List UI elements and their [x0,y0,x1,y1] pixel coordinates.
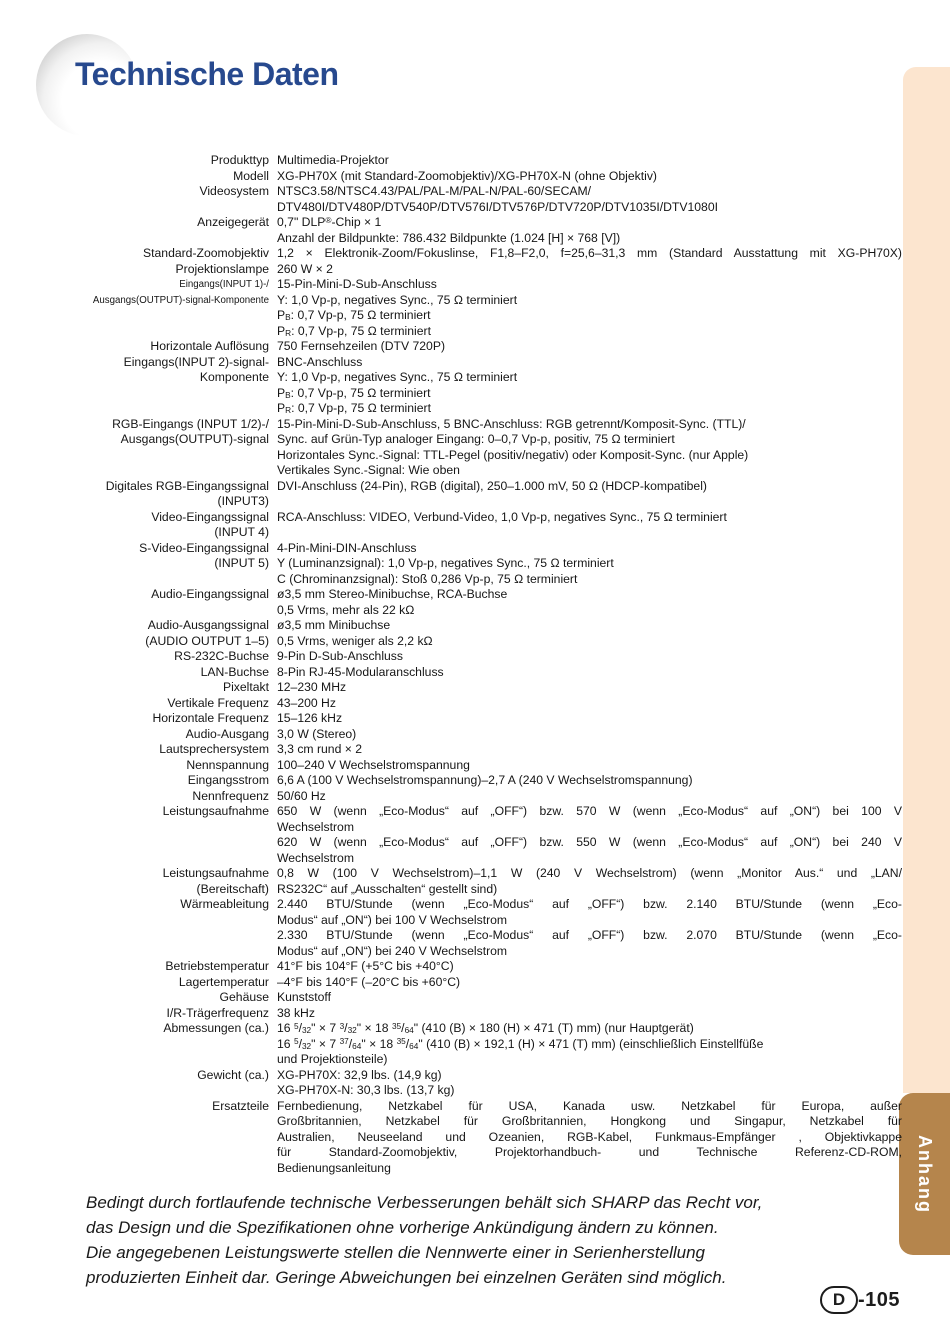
spec-label: Leistungsaufnahme [162,804,269,818]
spec-label: Audio-Ausgang [185,726,269,741]
spec-label: RS-232C-Buchse [174,649,269,663]
spec-value: Multimedia-Projektor [277,153,389,167]
spec-row [62,277,910,339]
spec-row [62,355,910,417]
spec-row [62,153,910,169]
spec-label: Wärmeableitung [180,897,269,911]
spec-label: Gewicht (ca.) [197,1067,269,1082]
spec-row [62,587,910,618]
spec-label: Anzeigegerät [197,215,269,229]
spec-row [62,618,910,649]
spec-label: Abmessungen (ca.) [163,1021,269,1035]
spec-row [62,262,910,278]
spec-label: I/R-Trägerfrequenz [166,1005,269,1020]
appendix-side-strip [903,67,950,1093]
spec-value: DVI-Anschluss (24-Pin), RGB (digital), 250–1.000 mV, 50 Ω (HDCP-kompatibel) [277,478,707,493]
spec-label: Betriebstemperatur [165,959,269,973]
spec-row [62,1099,910,1177]
spec-row [62,696,910,712]
spec-label: Projektionslampe [175,261,269,276]
spec-label: Horizontale Frequenz [152,711,269,725]
spec-label: Eingangs(INPUT 1)-/ Ausgangs(OUTPUT)-signal-Komponente [92,279,269,306]
spec-label: Video-Eingangssignal (INPUT 4) [151,509,269,539]
spec-value: NTSC3.58/NTSC4.43/PAL/PAL-M/PAL-N/PAL-60/SECAM/ DTV480I/DTV480P/DTV540P/DTV576I/DTV576P/DTV720P/DTV1035I/DTV1080I [277,184,718,214]
spec-value: 38 kHz [277,1005,315,1020]
spec-row [62,742,910,758]
spec-value: 15-Pin-Mini-D-Sub-Anschluss, 5 BNC-Anschluss: RGB getrennt/Komposit-Sync. (TTL)/ Sync. auf Grün-Typ analoger Eingang: 0–0,7 Vp-p, positiv, 75 Ω terminiert Horizontales Sync.-Signal: TTL-Pegel (positiv/negativ) oder Komposit-Sync. (nur Apple) Vertikales Sync.-Signal: Wie oben [277,416,749,477]
spec-value: 41°F bis 104°F (+5°C bis +40°C) [277,959,454,973]
spec-label: RGB-Eingangs (INPUT 1/2)-/ Ausgangs(OUTPUT)-signal [112,416,269,446]
spec-label: Lautsprechersystem [159,742,269,756]
spec-value: XG-PH70X: 32,9 lbs. (14,9 kg) XG-PH70X-N: 30,3 lbs. (13,7 kg) [277,1067,455,1097]
spec-value: 3,3 cm rund × 2 [277,742,363,756]
spec-table [62,153,910,1176]
spec-row [62,479,910,510]
spec-label: Nennfrequenz [192,788,269,803]
spec-value: 43–200 Hz [277,695,336,710]
spec-value: 260 W × 2 [277,261,333,276]
spec-value: XG-PH70X (mit Standard-Zoomobjektiv)/XG-PH70X-N (ohne Objektiv) [277,168,657,183]
spec-row [62,215,910,246]
spec-row [62,1021,910,1068]
spec-label: Vertikale Frequenz [167,695,269,710]
spec-row [62,975,910,991]
spec-value: RCA-Anschluss: VIDEO, Verbund-Video, 1,0 Vp-p, negatives Sync., 75 Ω terminiert [277,509,727,524]
spec-label: Produkttyp [210,153,269,167]
spec-value: 2.440 BTU/Stunde (wenn „Eco-Modus“ auf „OFF“) bzw. 2.140 BTU/Stunde (wenn „Eco- Modus“ auf „ON“) bei 100 V Wechselstrom 2.330 BTU/Stunde (wenn „Eco-Modus“ auf „OFF“) bzw. 2.070 BTU/Stunde (wenn „Eco- Modus“ auf „ON“) bei 240 V Wechselstrom [277,897,902,958]
page-number-value: -105 [857,1288,900,1311]
spec-row [62,758,910,774]
spec-label: Audio-Ausgangssignal (AUDIO OUTPUT 1–5) [145,618,269,648]
spec-label: Gehäuse [219,990,269,1004]
footer-note-line: Die angegebenen Leistungswerte stellen die Nennwerte einer in Serienherstellung [86,1243,706,1262]
spec-label: Leistungsaufnahme (Bereitschaft) [162,866,269,896]
footer-note-line: produzierten Einheit dar. Geringe Abweichungen bei einzelnen Geräten sind möglich. [86,1268,727,1287]
spec-value: BNC-Anschluss Y: 1,0 Vp-p, negatives Sync., 75 Ω terminiert $P_B$: 0,7 Vp-p, 75 Ω terminiert $P_R$: 0,7 Vp-p, 75 Ω terminiert [277,354,518,416]
spec-value: Fernbedienung, Netzkabel für USA, Kanada usw. Netzkabel für Europa, außer Großbritannien, Netzkabel für Großbritannien, Hongkong und Singapur, Netzkabel für Australien, Neuseeland und Ozeanien, RGB-Kabel, Funkmaus-Empfänger , Objektivkappe für Standard-Zoomobjektiv, Projektorhandbuch- und Technische Referenz-CD-ROM, Bedienungsanleitung [277,1098,902,1175]
spec-label: Ersatzteile [212,1098,269,1113]
spec-value: 15–126 kHz [277,711,343,725]
spec-row [62,711,910,727]
page-title: Technische Daten [75,56,339,92]
spec-row [62,510,910,541]
spec-value: ø3,5 mm Minibuchse 0,5 Vrms, weniger als 2,2 kΩ [277,618,433,648]
spec-row [62,804,910,866]
spec-value: 0,8 W (100 V Wechselstrom)–1,1 W (240 V Wechselstrom) (wenn „Monitor Aus.“ und „LAN/ RS232C“ auf „Ausschalten“ gestellt sind) [277,866,902,896]
spec-value: 750 Fernsehzeilen (DTV 720P) [277,339,446,353]
spec-row [62,773,910,789]
spec-value: 3,0 W (Stereo) [277,726,357,741]
spec-value: 4-Pin-Mini-DIN-Anschluss Y (Luminanzsignal): 1,0 Vp-p, negatives Sync., 75 Ω terminiert C (Chrominanzsignal): Stoß 0,286 Vp-p, 75 Ω terminiert [277,540,614,586]
spec-label: Pixeltakt [222,680,269,694]
spec-row [62,897,910,959]
spec-value: 6,6 A (100 V Wechselstromspannung)–2,7 A (240 V Wechselstromspannung) [277,773,693,787]
spec-value: 16 $^5/_{32}$" × 7 $^3/_{32}$" × 18 $^{35}/_{64}$" (410 (B) × 180 (H) × 471 (T) mm) (nur Hauptgerät) 16 $^5/_{32}$" × 7 $^{37}/_{64}$" × 18 $^{35}/_{64}$" (410 (B) × 192,1 (H) × 471 (T) mm) (einschließlich Einstellfüße und Projektionsteile) [277,1020,764,1066]
spec-label: Eingangsstrom [187,773,269,787]
spec-value: –4°F bis 140°F (–20°C bis +60°C) [277,974,461,989]
spec-row [62,541,910,588]
spec-row [62,339,910,355]
spec-label: Eingangs(INPUT 2)-signal- Komponente [123,354,269,384]
spec-row [62,1068,910,1099]
spec-label: S-Video-Eingangssignal (INPUT 5) [139,540,269,570]
spec-row [62,184,910,215]
spec-row [62,959,910,975]
spec-label: LAN-Buchse [200,664,269,679]
page-number-letter: D [820,1286,858,1314]
spec-row [62,649,910,665]
spec-label: Lagertemperatur [178,974,269,989]
spec-row [62,727,910,743]
spec-row [62,169,910,185]
spec-value: ø3,5 mm Stereo-Minibuchse, RCA-Buchse 0,5 Vrms, mehr als 22 kΩ [277,587,508,617]
spec-value: 650 W (wenn „Eco-Modus“ auf „OFF“) bzw. 570 W (wenn „Eco-Modus“ auf „ON“) bei 100 V Wechselstrom 620 W (wenn „Eco-Modus“ auf „OFF“) bzw. 550 W (wenn „Eco-Modus“ auf „ON“) bei 240 V Wechselstrom [277,804,902,865]
spec-row [62,789,910,805]
spec-label: Digitales RGB-Eingangssignal (INPUT3) [105,478,269,508]
spec-value: 0,7" DLP®-Chip × 1 Anzahl der Bildpunkte: 786.432 Bildpunkte (1.024 [H] × 768 [V]) [277,214,621,245]
page-number [820,1286,900,1314]
spec-label: Standard-Zoomobjektiv [143,246,269,260]
footer-note [86,1190,866,1290]
spec-value: 1,2 × Elektronik-Zoom/Fokuslinse, F1,8–F2,0, f=25,6–31,3 mm (Standard Ausstattung mit XG-PH70X) [277,246,902,260]
spec-value: Kunststoff [277,990,331,1004]
spec-label: Horizontale Auflösung [150,339,269,353]
spec-value: 50/60 Hz [277,788,326,803]
spec-label: Videosystem [199,184,269,198]
anhang-tab-label: Anhang [915,1134,935,1214]
spec-row [62,665,910,681]
spec-label: Audio-Eingangssignal [151,587,269,601]
spec-label: Nennspannung [186,757,269,772]
spec-row [62,417,910,479]
spec-value: 9-Pin D-Sub-Anschluss [277,649,403,663]
spec-value: 100–240 V Wechselstromspannung [277,757,470,772]
footer-note-line: Bedingt durch fortlaufende technische Verbesserungen behält sich SHARP das Recht vor, [86,1193,763,1212]
spec-value: 8-Pin RJ-45-Modularanschluss [277,664,444,679]
spec-value: 12–230 MHz [277,680,347,694]
spec-row [62,990,910,1006]
spec-label: Modell [233,168,269,183]
spec-value: 15-Pin-Mini-D-Sub-Anschluss Y: 1,0 Vp-p, negatives Sync., 75 Ω terminiert $P_B$: 0,7 Vp-p, 75 Ω terminiert $P_R$: 0,7 Vp-p, 75 Ω terminiert [277,277,518,338]
spec-row [62,246,910,262]
spec-row [62,1006,910,1022]
spec-row [62,680,910,696]
spec-row [62,866,910,897]
footer-note-line: das Design und die Spezifikationen ohne vorherige Ankündigung ändern zu können. [86,1218,719,1237]
